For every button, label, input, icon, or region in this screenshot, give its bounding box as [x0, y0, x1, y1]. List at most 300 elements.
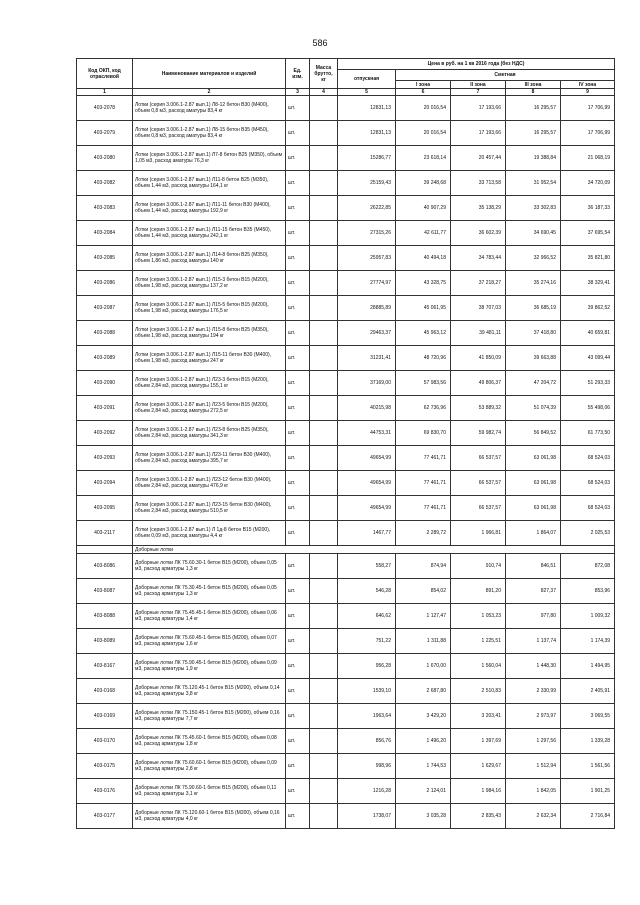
- zone-1-price-cell: 854,02: [396, 579, 451, 604]
- header-zone-2: II зона: [451, 81, 506, 89]
- code-cell: 403-2078: [77, 96, 133, 121]
- mass-cell: [310, 196, 338, 221]
- code-cell: 403-2089: [77, 346, 133, 371]
- release-price-cell: 40215,98: [338, 396, 396, 421]
- code-cell: 403-2091: [77, 396, 133, 421]
- zone-4-price-cell: 43 099,44: [561, 346, 615, 371]
- release-price-cell: 49654,99: [338, 446, 396, 471]
- table-body: [77, 96, 615, 829]
- mass-cell: [310, 496, 338, 521]
- code-cell: 403-2086: [77, 271, 133, 296]
- name-cell: Лотки (серия 3.006.1-2.87 вып.1) Л15-8 бетон В25 (М350), объем 1,98 м3, расход аматуры 194 кг: [133, 321, 286, 346]
- release-price-cell: 25957,83: [338, 246, 396, 271]
- zone-1-price-cell: 20 016,54: [396, 96, 451, 121]
- table-row: [77, 496, 615, 521]
- mass-cell: [310, 754, 338, 779]
- table-row: [77, 346, 615, 371]
- zone-3-price-cell: 19 388,84: [506, 146, 561, 171]
- zone-1-price-cell: 874,94: [396, 554, 451, 579]
- unit-cell: шт.: [286, 629, 310, 654]
- unit-cell: шт.: [286, 171, 310, 196]
- table-row: [77, 804, 615, 829]
- table-row: [77, 146, 615, 171]
- section-title: Доборные лотки: [133, 546, 615, 554]
- unit-cell: шт.: [286, 96, 310, 121]
- zone-1-price-cell: 20 016,54: [396, 121, 451, 146]
- zone-1-price-cell: 77 461,71: [396, 446, 451, 471]
- unit-cell: шт.: [286, 246, 310, 271]
- zone-3-price-cell: 16 295,57: [506, 121, 561, 146]
- zone-4-price-cell: 34 720,09: [561, 171, 615, 196]
- release-price-cell: 1963,64: [338, 704, 396, 729]
- zone-4-price-cell: 853,96: [561, 579, 615, 604]
- code-cell: 403-2082: [77, 171, 133, 196]
- zone-3-price-cell: 2 330,99: [506, 679, 561, 704]
- mass-cell: [310, 604, 338, 629]
- table-row: [77, 554, 615, 579]
- unit-cell: шт.: [286, 446, 310, 471]
- unit-cell: шт.: [286, 271, 310, 296]
- mass-cell: [310, 779, 338, 804]
- zone-1-price-cell: 77 461,71: [396, 496, 451, 521]
- zone-2-price-cell: 33 713,58: [451, 171, 506, 196]
- release-price-cell: 956,28: [338, 654, 396, 679]
- unit-cell: шт.: [286, 579, 310, 604]
- unit-cell: шт.: [286, 146, 310, 171]
- zone-4-price-cell: 2 405,91: [561, 679, 615, 704]
- code-cell: 403-8087: [77, 579, 133, 604]
- mass-cell: [310, 579, 338, 604]
- zone-4-price-cell: 872,08: [561, 554, 615, 579]
- release-price-cell: 27774,97: [338, 271, 396, 296]
- table-row: [77, 654, 615, 679]
- table-row: [77, 221, 615, 246]
- zone-4-price-cell: 36 187,33: [561, 196, 615, 221]
- zone-3-price-cell: 1 448,30: [506, 654, 561, 679]
- name-cell: Доборные лотки ЛК 75.120.45-1 бетон В15 (М200), объем 0,14 м3, расход арматуры 3,8 кг: [133, 679, 286, 704]
- unit-cell: шт.: [286, 654, 310, 679]
- mass-cell: [310, 121, 338, 146]
- mass-cell: [310, 471, 338, 496]
- zone-1-price-cell: 48 720,96: [396, 346, 451, 371]
- name-cell: Лотки (серия 3.006.1-2.87 вып.1) Л15-11 бетон В30 (М400), объем 1,98 м3, расход аматуры 247 кг: [133, 346, 286, 371]
- zone-4-price-cell: 68 524,03: [561, 496, 615, 521]
- mass-cell: [310, 704, 338, 729]
- zone-4-price-cell: 37 695,54: [561, 221, 615, 246]
- code-cell: 403-8089: [77, 629, 133, 654]
- table-row: [77, 246, 615, 271]
- name-cell: Доборные лотки ЛК 75.30.45-1 бетон В15 (М200), объем 0,05 м3, расход арматуры 1,3 кг: [133, 579, 286, 604]
- table-row: [77, 321, 615, 346]
- zone-4-price-cell: 35 821,80: [561, 246, 615, 271]
- zone-1-price-cell: 62 736,96: [396, 396, 451, 421]
- release-price-cell: 44753,31: [338, 421, 396, 446]
- zone-3-price-cell: 35 274,16: [506, 271, 561, 296]
- column-number: 8: [506, 89, 561, 96]
- table-row: [77, 296, 615, 321]
- mass-cell: [310, 446, 338, 471]
- table-row: [77, 196, 615, 221]
- zone-3-price-cell: 34 690,45: [506, 221, 561, 246]
- mass-cell: [310, 804, 338, 829]
- unit-cell: шт.: [286, 321, 310, 346]
- zone-1-price-cell: 43 328,75: [396, 271, 451, 296]
- header-unit: Ед. изм.: [286, 59, 310, 89]
- column-number: 5: [338, 89, 396, 96]
- zone-1-price-cell: 3 035,28: [396, 804, 451, 829]
- release-price-cell: 546,28: [338, 579, 396, 604]
- unit-cell: шт.: [286, 396, 310, 421]
- zone-3-price-cell: 47 204,72: [506, 371, 561, 396]
- code-cell: 403-2083: [77, 196, 133, 221]
- unit-cell: шт.: [286, 554, 310, 579]
- zone-1-price-cell: 40 907,29: [396, 196, 451, 221]
- zone-3-price-cell: 63 061,98: [506, 496, 561, 521]
- mass-cell: [310, 729, 338, 754]
- zone-2-price-cell: 1 629,67: [451, 754, 506, 779]
- release-price-cell: 27315,26: [338, 221, 396, 246]
- mass-cell: [310, 146, 338, 171]
- column-number: 2: [133, 89, 286, 96]
- code-cell: 403-2090: [77, 371, 133, 396]
- zone-1-price-cell: 40 494,18: [396, 246, 451, 271]
- unit-cell: шт.: [286, 679, 310, 704]
- zone-2-price-cell: 1 966,81: [451, 521, 506, 546]
- zone-1-price-cell: 42 611,77: [396, 221, 451, 246]
- release-price-cell: 28885,89: [338, 296, 396, 321]
- code-cell: 403-2085: [77, 246, 133, 271]
- zone-1-price-cell: 1 670,00: [396, 654, 451, 679]
- release-price-cell: 25159,43: [338, 171, 396, 196]
- zone-3-price-cell: 2 632,34: [506, 804, 561, 829]
- zone-4-price-cell: 17 706,99: [561, 121, 615, 146]
- zone-2-price-cell: 1 984,16: [451, 779, 506, 804]
- release-price-cell: 558,27: [338, 554, 396, 579]
- zone-4-price-cell: 1 561,56: [561, 754, 615, 779]
- header-name: Наименование материалов и изделий: [133, 59, 286, 89]
- release-price-cell: 31231,41: [338, 346, 396, 371]
- zone-2-price-cell: 66 537,57: [451, 446, 506, 471]
- zone-4-price-cell: 2 716,84: [561, 804, 615, 829]
- name-cell: Лотки (серия 3.006.1-2.87 вып.1) Л23-3 бетон В15 (М200), объем 2,84 м3, расход аматуры 155,1 кг: [133, 371, 286, 396]
- header-release-price: отпускная: [338, 70, 396, 89]
- header-zone-4: IV зона: [561, 81, 615, 89]
- table-row: [77, 579, 615, 604]
- table-row: [77, 421, 615, 446]
- unit-cell: шт.: [286, 221, 310, 246]
- zone-2-price-cell: 35 138,29: [451, 196, 506, 221]
- zone-3-price-cell: 1 137,74: [506, 629, 561, 654]
- zone-4-price-cell: 2 025,53: [561, 521, 615, 546]
- code-cell: 403-2084: [77, 221, 133, 246]
- zone-2-price-cell: 66 537,57: [451, 471, 506, 496]
- zone-3-price-cell: 846,51: [506, 554, 561, 579]
- zone-3-price-cell: 37 418,80: [506, 321, 561, 346]
- zone-4-price-cell: 17 706,99: [561, 96, 615, 121]
- unit-cell: шт.: [286, 804, 310, 829]
- mass-cell: [310, 654, 338, 679]
- zone-2-price-cell: 39 481,11: [451, 321, 506, 346]
- name-cell: Лотки (серия 3.006.1-2.87 вып.1) Л15-3 бетон В15 (М200), объем 1,98 м3, расход аматуры 137,2 кг: [133, 271, 286, 296]
- name-cell: Лотки (серия 3.006.1-2.87 вып.1) Л15-5 бетон В15 (М200), объем 1,98 м3, расход аматуры 176,5 кг: [133, 296, 286, 321]
- table-row: [77, 371, 615, 396]
- code-cell: 403-0168: [77, 679, 133, 704]
- zone-3-price-cell: 31 952,54: [506, 171, 561, 196]
- zone-3-price-cell: 1 297,56: [506, 729, 561, 754]
- unit-cell: шт.: [286, 371, 310, 396]
- name-cell: Доборные лотки ЛК 75.120.60-1 бетон В15 (М200), объем 0,16 м3, расход арматуры 4,0 кг: [133, 804, 286, 829]
- name-cell: Лотки (серия 3.006.1-2.87 вып.1) Л7-8 бетон В25 (М350), объем 1,05 м3, расход аматуры 76,3 кг: [133, 146, 286, 171]
- zone-1-price-cell: 2 687,80: [396, 679, 451, 704]
- zone-1-price-cell: 39 248,68: [396, 171, 451, 196]
- mass-cell: [310, 96, 338, 121]
- code-cell: 403-2094: [77, 471, 133, 496]
- zone-2-price-cell: 2 835,43: [451, 804, 506, 829]
- release-price-cell: 646,62: [338, 604, 396, 629]
- zone-2-price-cell: 49 806,37: [451, 371, 506, 396]
- zone-1-price-cell: 77 461,71: [396, 471, 451, 496]
- zone-1-price-cell: 57 983,56: [396, 371, 451, 396]
- table-row: [77, 271, 615, 296]
- zone-4-price-cell: 55 498,06: [561, 396, 615, 421]
- table-header: [77, 59, 615, 96]
- table-row: [77, 779, 615, 804]
- unit-cell: шт.: [286, 421, 310, 446]
- code-cell: 403-2079: [77, 121, 133, 146]
- mass-cell: [310, 271, 338, 296]
- name-cell: Лотки (серия 3.006.1-2.87 вып.1) Л23-15 бетон В30 (М400), объем 2,84 м3, расход аматуры 510,5 кг: [133, 496, 286, 521]
- zone-3-price-cell: 36 685,19: [506, 296, 561, 321]
- table-row: [77, 629, 615, 654]
- code-cell: 403-0175: [77, 754, 133, 779]
- unit-cell: шт.: [286, 346, 310, 371]
- zone-2-price-cell: 3 203,41: [451, 704, 506, 729]
- table-row: [77, 121, 615, 146]
- zone-2-price-cell: 37 218,27: [451, 271, 506, 296]
- table-row: [77, 521, 615, 546]
- name-cell: Доборные лотки ЛК 75.45.60-1 бетон В15 (М200), объем 0,08 м3, расход арматуры 1,8 кг: [133, 729, 286, 754]
- name-cell: Доборные лотки ЛК 75.150.45-1 бетон В15 (М200), объем 0,16 м3, расход арматуры 7,7 кг: [133, 704, 286, 729]
- zone-3-price-cell: 32 966,52: [506, 246, 561, 271]
- name-cell: Лотки (серия 3.006.1-2.87 вып.1) Л 1д-8 бетон В15 (М200), объем 0,09 м3, расход аматуры 4,4 кг: [133, 521, 286, 546]
- zone-3-price-cell: 63 061,98: [506, 446, 561, 471]
- table-row: [77, 754, 615, 779]
- release-price-cell: 49654,99: [338, 496, 396, 521]
- code-cell: 403-0177: [77, 804, 133, 829]
- release-price-cell: 15286,77: [338, 146, 396, 171]
- zone-4-price-cell: 68 524,03: [561, 446, 615, 471]
- zone-2-price-cell: 17 193,66: [451, 121, 506, 146]
- mass-cell: [310, 246, 338, 271]
- code-cell: 403-2092: [77, 421, 133, 446]
- mass-cell: [310, 554, 338, 579]
- name-cell: Лотки (серия 3.006.1-2.87 вып.1) Л11-11 бетон В30 (М400), объем 1,44 м3, расход аматуры 192,9 кг: [133, 196, 286, 221]
- zone-1-price-cell: 45 963,12: [396, 321, 451, 346]
- unit-cell: шт.: [286, 754, 310, 779]
- unit-cell: шт.: [286, 779, 310, 804]
- name-cell: Лотки (серия 3.006.1-2.87 вып.1) Л23-5 бетон В15 (М200), объем 2,84 м3, расход аматуры 272,5 кг: [133, 396, 286, 421]
- code-cell: 403-2080: [77, 146, 133, 171]
- table-row: [77, 446, 615, 471]
- zone-4-price-cell: 1 901,25: [561, 779, 615, 804]
- zone-1-price-cell: 2 289,72: [396, 521, 451, 546]
- zone-4-price-cell: 1 494,95: [561, 654, 615, 679]
- zone-1-price-cell: 3 429,20: [396, 704, 451, 729]
- header-zone-3: III зона: [506, 81, 561, 89]
- column-number: 9: [561, 89, 615, 96]
- code-cell: 403-2095: [77, 496, 133, 521]
- unit-cell: шт.: [286, 704, 310, 729]
- code-cell: 403-0169: [77, 704, 133, 729]
- mass-cell: [310, 371, 338, 396]
- section-row: [77, 546, 615, 554]
- code-cell: 403-0176: [77, 779, 133, 804]
- zone-3-price-cell: 63 061,98: [506, 471, 561, 496]
- zone-4-price-cell: 1 339,28: [561, 729, 615, 754]
- release-price-cell: 856,76: [338, 729, 396, 754]
- table-row: [77, 396, 615, 421]
- table-row: [77, 679, 615, 704]
- zone-2-price-cell: 38 707,03: [451, 296, 506, 321]
- name-cell: Лотки (серия 3.006.1-2.87 вып.1) Л8-12 бетон В30 (М400), объем 0,8 м3, расход аматуры 83,4 кг: [133, 96, 286, 121]
- release-price-cell: 1216,28: [338, 779, 396, 804]
- mass-cell: [310, 421, 338, 446]
- release-price-cell: 12831,13: [338, 121, 396, 146]
- name-cell: Лотки (серия 3.006.1-2.87 вып.1) Л11-8 бетон В25 (М350), объем 1,44 м3, расход аматуры 164,1 кг: [133, 171, 286, 196]
- mass-cell: [310, 629, 338, 654]
- zone-3-price-cell: 16 295,57: [506, 96, 561, 121]
- zone-3-price-cell: 827,37: [506, 579, 561, 604]
- zone-2-price-cell: 1 560,04: [451, 654, 506, 679]
- header-price-group: Цена в руб. на 1 кв 2016 года (без НДС): [338, 59, 615, 70]
- code-cell: 403-2093: [77, 446, 133, 471]
- release-price-cell: 49654,99: [338, 471, 396, 496]
- name-cell: Доборные лотки ЛК 75.60.60-1 бетон В15 (М200), объем 0,09 м3, расход арматуры 2,8 кг: [133, 754, 286, 779]
- unit-cell: шт.: [286, 496, 310, 521]
- table-row: [77, 604, 615, 629]
- zone-2-price-cell: 34 783,44: [451, 246, 506, 271]
- mass-cell: [310, 221, 338, 246]
- header-zone-1: I зона: [396, 81, 451, 89]
- page-number: 586: [312, 38, 328, 48]
- release-price-cell: 1738,07: [338, 804, 396, 829]
- table-row: [77, 729, 615, 754]
- section-code-cell: [77, 546, 133, 554]
- zone-4-price-cell: 38 329,41: [561, 271, 615, 296]
- unit-cell: шт.: [286, 604, 310, 629]
- zone-4-price-cell: 51 293,33: [561, 371, 615, 396]
- column-number: 7: [451, 89, 506, 96]
- name-cell: Лотки (серия 3.006.1-2.87 вып.1) Л8-15 бетон В35 (М450), объем 0,8 м3, расход аматуры 83,4 кг: [133, 121, 286, 146]
- name-cell: Лотки (серия 3.006.1-2.87 вып.1) Л23-11 бетон В30 (М400), объем 2,84 м3, расход аматуры 395,7 кг: [133, 446, 286, 471]
- code-cell: 403-2088: [77, 321, 133, 346]
- name-cell: Лотки (серия 3.006.1-2.87 вып.1) Л14-8 бетон В25 (М350), объем 1,86 м3, расход аматуры 140 кг: [133, 246, 286, 271]
- name-cell: Доборные лотки ЛК 75.60.30-1 бетон В15 (М200), объем 0,05 м3, расход арматуры 1,3 кг: [133, 554, 286, 579]
- mass-cell: [310, 321, 338, 346]
- zone-2-price-cell: 53 889,32: [451, 396, 506, 421]
- code-cell: 403-0170: [77, 729, 133, 754]
- release-price-cell: 751,22: [338, 629, 396, 654]
- zone-4-price-cell: 39 862,52: [561, 296, 615, 321]
- name-cell: Доборные лотки ЛК 75.90.60-1 бетон В15 (М200), объем 0,11 м3, расход арматуры 3,1 кг: [133, 779, 286, 804]
- zone-3-price-cell: 1 842,05: [506, 779, 561, 804]
- zone-2-price-cell: 17 193,66: [451, 96, 506, 121]
- zone-1-price-cell: 45 061,95: [396, 296, 451, 321]
- unit-cell: шт.: [286, 471, 310, 496]
- zone-1-price-cell: 23 618,14: [396, 146, 451, 171]
- unit-cell: шт.: [286, 121, 310, 146]
- zone-2-price-cell: 2 510,83: [451, 679, 506, 704]
- zone-2-price-cell: 59 982,74: [451, 421, 506, 446]
- code-cell: 403-8088: [77, 604, 133, 629]
- table-row: [77, 96, 615, 121]
- zone-1-price-cell: 1 127,47: [396, 604, 451, 629]
- mass-cell: [310, 679, 338, 704]
- zone-1-price-cell: 2 124,01: [396, 779, 451, 804]
- code-cell: 403-2117: [77, 521, 133, 546]
- release-price-cell: 12831,13: [338, 96, 396, 121]
- mass-cell: [310, 396, 338, 421]
- mass-cell: [310, 346, 338, 371]
- zone-4-price-cell: 40 659,81: [561, 321, 615, 346]
- zone-3-price-cell: 56 849,52: [506, 421, 561, 446]
- name-cell: Лотки (серия 3.006.1-2.87 вып.1) Л23-8 бетон В25 (М350), объем 2,84 м3, расход аматуры 341,3 кг: [133, 421, 286, 446]
- release-price-cell: 1539,10: [338, 679, 396, 704]
- zone-3-price-cell: 33 302,83: [506, 196, 561, 221]
- header-smeta: Сметная: [396, 70, 615, 81]
- name-cell: Лотки (серия 3.006.1-2.87 вып.1) Л23-12 бетон В30 (М400), объем 2,84 м3, расход аматуры 476,9 кг: [133, 471, 286, 496]
- zone-4-price-cell: 68 524,03: [561, 471, 615, 496]
- zone-2-price-cell: 891,20: [451, 579, 506, 604]
- zone-1-price-cell: 69 830,70: [396, 421, 451, 446]
- release-price-cell: 37169,00: [338, 371, 396, 396]
- zone-2-price-cell: 36 602,39: [451, 221, 506, 246]
- code-cell: 403-8086: [77, 554, 133, 579]
- name-cell: Доборные лотки ЛК 75.90.45-1 бетон В15 (М200), объем 0,09 м3, расход арматуры 1,9 кг: [133, 654, 286, 679]
- unit-cell: шт.: [286, 521, 310, 546]
- zone-2-price-cell: 41 850,09: [451, 346, 506, 371]
- mass-cell: [310, 296, 338, 321]
- zone-1-price-cell: 1 496,20: [396, 729, 451, 754]
- code-cell: 403-8167: [77, 654, 133, 679]
- name-cell: Доборные лотки ЛК 75.60.45-1 бетон В15 (М200), объем 0,07 м3, расход арматуры 1,6 кг: [133, 629, 286, 654]
- zone-3-price-cell: 39 663,88: [506, 346, 561, 371]
- zone-3-price-cell: 2 973,97: [506, 704, 561, 729]
- unit-cell: шт.: [286, 296, 310, 321]
- release-price-cell: 26222,85: [338, 196, 396, 221]
- price-table: [76, 58, 615, 829]
- table-row: [77, 471, 615, 496]
- zone-3-price-cell: 1 512,94: [506, 754, 561, 779]
- column-number: 6: [396, 89, 451, 96]
- zone-4-price-cell: 1 174,39: [561, 629, 615, 654]
- mass-cell: [310, 521, 338, 546]
- header-mass: Масса брутто, кг: [310, 59, 338, 89]
- zone-4-price-cell: 1 009,32: [561, 604, 615, 629]
- zone-2-price-cell: 1 053,23: [451, 604, 506, 629]
- name-cell: Доборные лотки ЛК 75.45.45-1 бетон В15 (М200), объем 0,06 м3, расход арматуры 1,4 кг: [133, 604, 286, 629]
- zone-4-price-cell: 3 069,55: [561, 704, 615, 729]
- release-price-cell: 1467,77: [338, 521, 396, 546]
- table-row: [77, 704, 615, 729]
- zone-3-price-cell: 51 074,39: [506, 396, 561, 421]
- code-cell: 403-2087: [77, 296, 133, 321]
- table-row: [77, 171, 615, 196]
- zone-2-price-cell: 1 397,69: [451, 729, 506, 754]
- zone-2-price-cell: 20 457,44: [451, 146, 506, 171]
- header-code: Код ОКП, код отраслевой: [77, 59, 133, 89]
- zone-3-price-cell: 977,80: [506, 604, 561, 629]
